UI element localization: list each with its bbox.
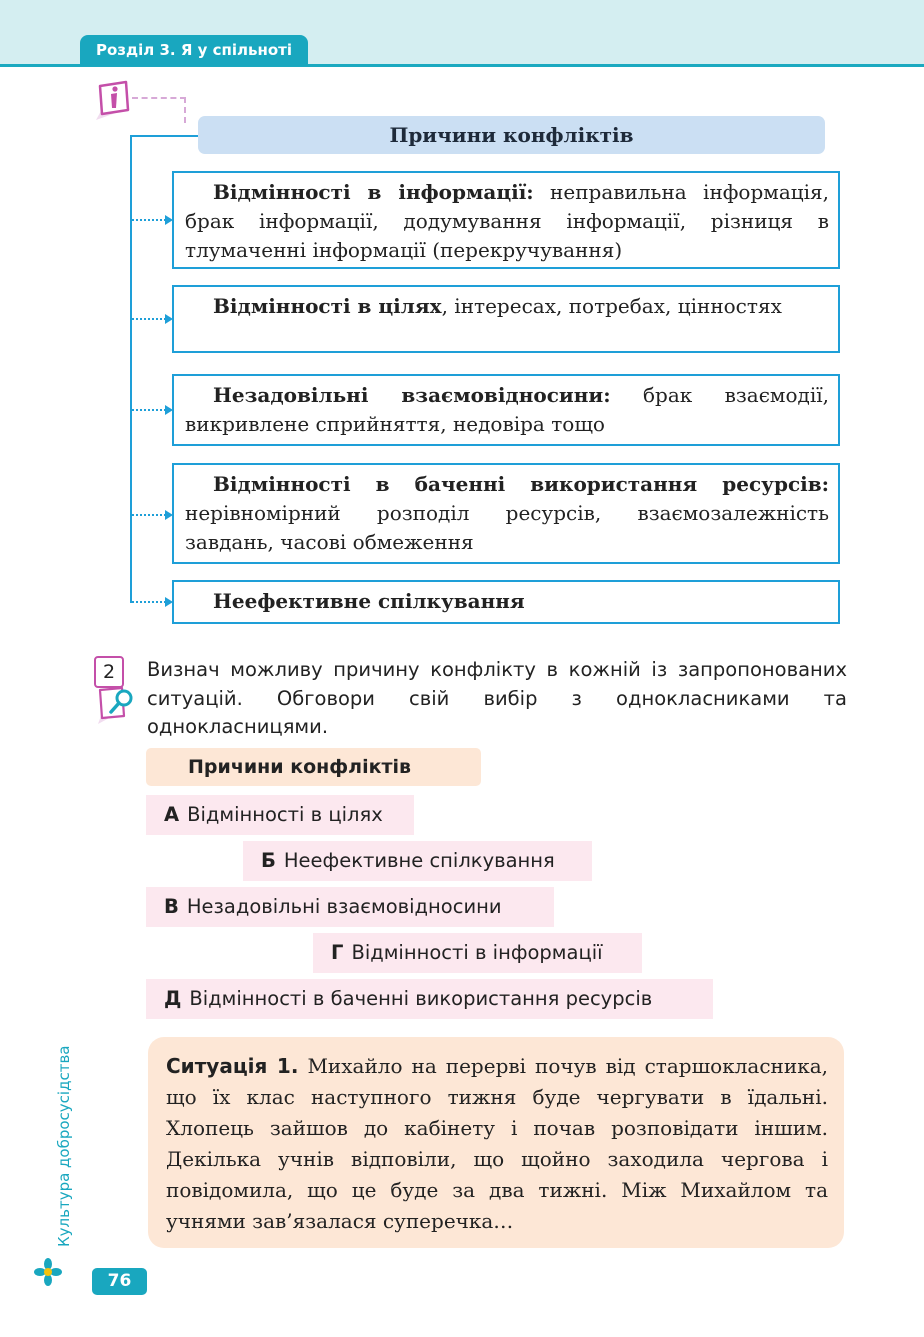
cause-desc: нерівномірний розподіл ресурсів, взаємозалежність завдань, часові обмеження: [185, 501, 829, 554]
situation-label: Ситуація 1.: [166, 1054, 299, 1078]
cause-item: [172, 285, 840, 353]
cause-term: Відмінності в баченні використання ресурсів:: [213, 472, 829, 496]
cause-term: Неефективне спілкування: [213, 589, 525, 613]
option-item: [243, 841, 592, 881]
option-item: [146, 795, 414, 835]
option-item: [146, 979, 713, 1019]
section-tab: Розділ 3. Я у спільноті: [80, 35, 308, 66]
cause-desc: брак взаємодії, викривлене сприйняття, недовіра тощо: [185, 383, 829, 436]
option-label: Відмінності в інформації: [351, 941, 603, 964]
page-number: 76: [92, 1268, 147, 1295]
magnifier-icon: [94, 684, 138, 728]
cause-desc: , інтересах, потребах, цінностях: [441, 294, 782, 318]
option-label: Відмінності в баченні використання ресурсів: [189, 987, 653, 1010]
option-label: Незадовільні взаємовідносини: [186, 895, 502, 918]
causes-title: Причини конфліктів: [198, 116, 825, 154]
cause-desc: неправильна інформація, брак інформації, додумування інформації, різниця в тлумаченні інформації (перекручування): [185, 180, 829, 262]
option-letter: Б: [261, 849, 276, 872]
flower-icon: [33, 1257, 63, 1287]
option-letter: Г: [331, 941, 344, 964]
option-letter: Д: [164, 987, 182, 1010]
option-letter: В: [164, 895, 179, 918]
option-item: [313, 933, 642, 973]
task-instructions: Визнач можливу причину конфлікту в кожній із запропонованих ситуацій. Обговори свій вибір з однокласниками та однокласницями.: [147, 658, 847, 738]
cause-item: [172, 374, 840, 446]
tree-line-top: [130, 135, 198, 137]
option-label: Відмінності в цілях: [187, 803, 383, 826]
side-chapter-title: Культура добросусідства: [55, 1045, 73, 1247]
arrow-connector: [132, 601, 170, 603]
cause-item: [172, 580, 840, 624]
situation-text: Михайло на перерві почув від старшокласника, що їх клас наступного тижня буде чергувати в їдальні. Хлопець зайшов до кабінету і почав розповідати іншим. Декілька учнів відповіли, що щойно заходила чергова і повідомила, що це буде за два тижні. Між Михайлом та учнями зав’язалася суперечка…: [166, 1054, 828, 1233]
situation-card: [148, 1037, 844, 1248]
options-title: Причини конфліктів: [146, 748, 481, 786]
cause-item: [172, 171, 840, 269]
info-icon: [92, 80, 132, 126]
option-item: [146, 887, 554, 927]
arrow-connector: [132, 219, 170, 221]
cause-item: [172, 463, 840, 564]
tree-line: [130, 135, 132, 603]
option-letter: А: [164, 803, 180, 826]
cause-term: Незадовільні взаємовідносини:: [213, 383, 611, 407]
arrow-connector: [132, 514, 170, 516]
arrow-connector: [132, 409, 170, 411]
cause-term: Відмінності в інформації:: [213, 180, 534, 204]
cause-term: Відмінності в цілях: [213, 294, 442, 318]
task-number: 2: [94, 656, 124, 688]
arrow-connector: [132, 318, 170, 320]
info-dashed-connector: [132, 97, 186, 123]
option-label: Неефективне спілкування: [283, 849, 555, 872]
